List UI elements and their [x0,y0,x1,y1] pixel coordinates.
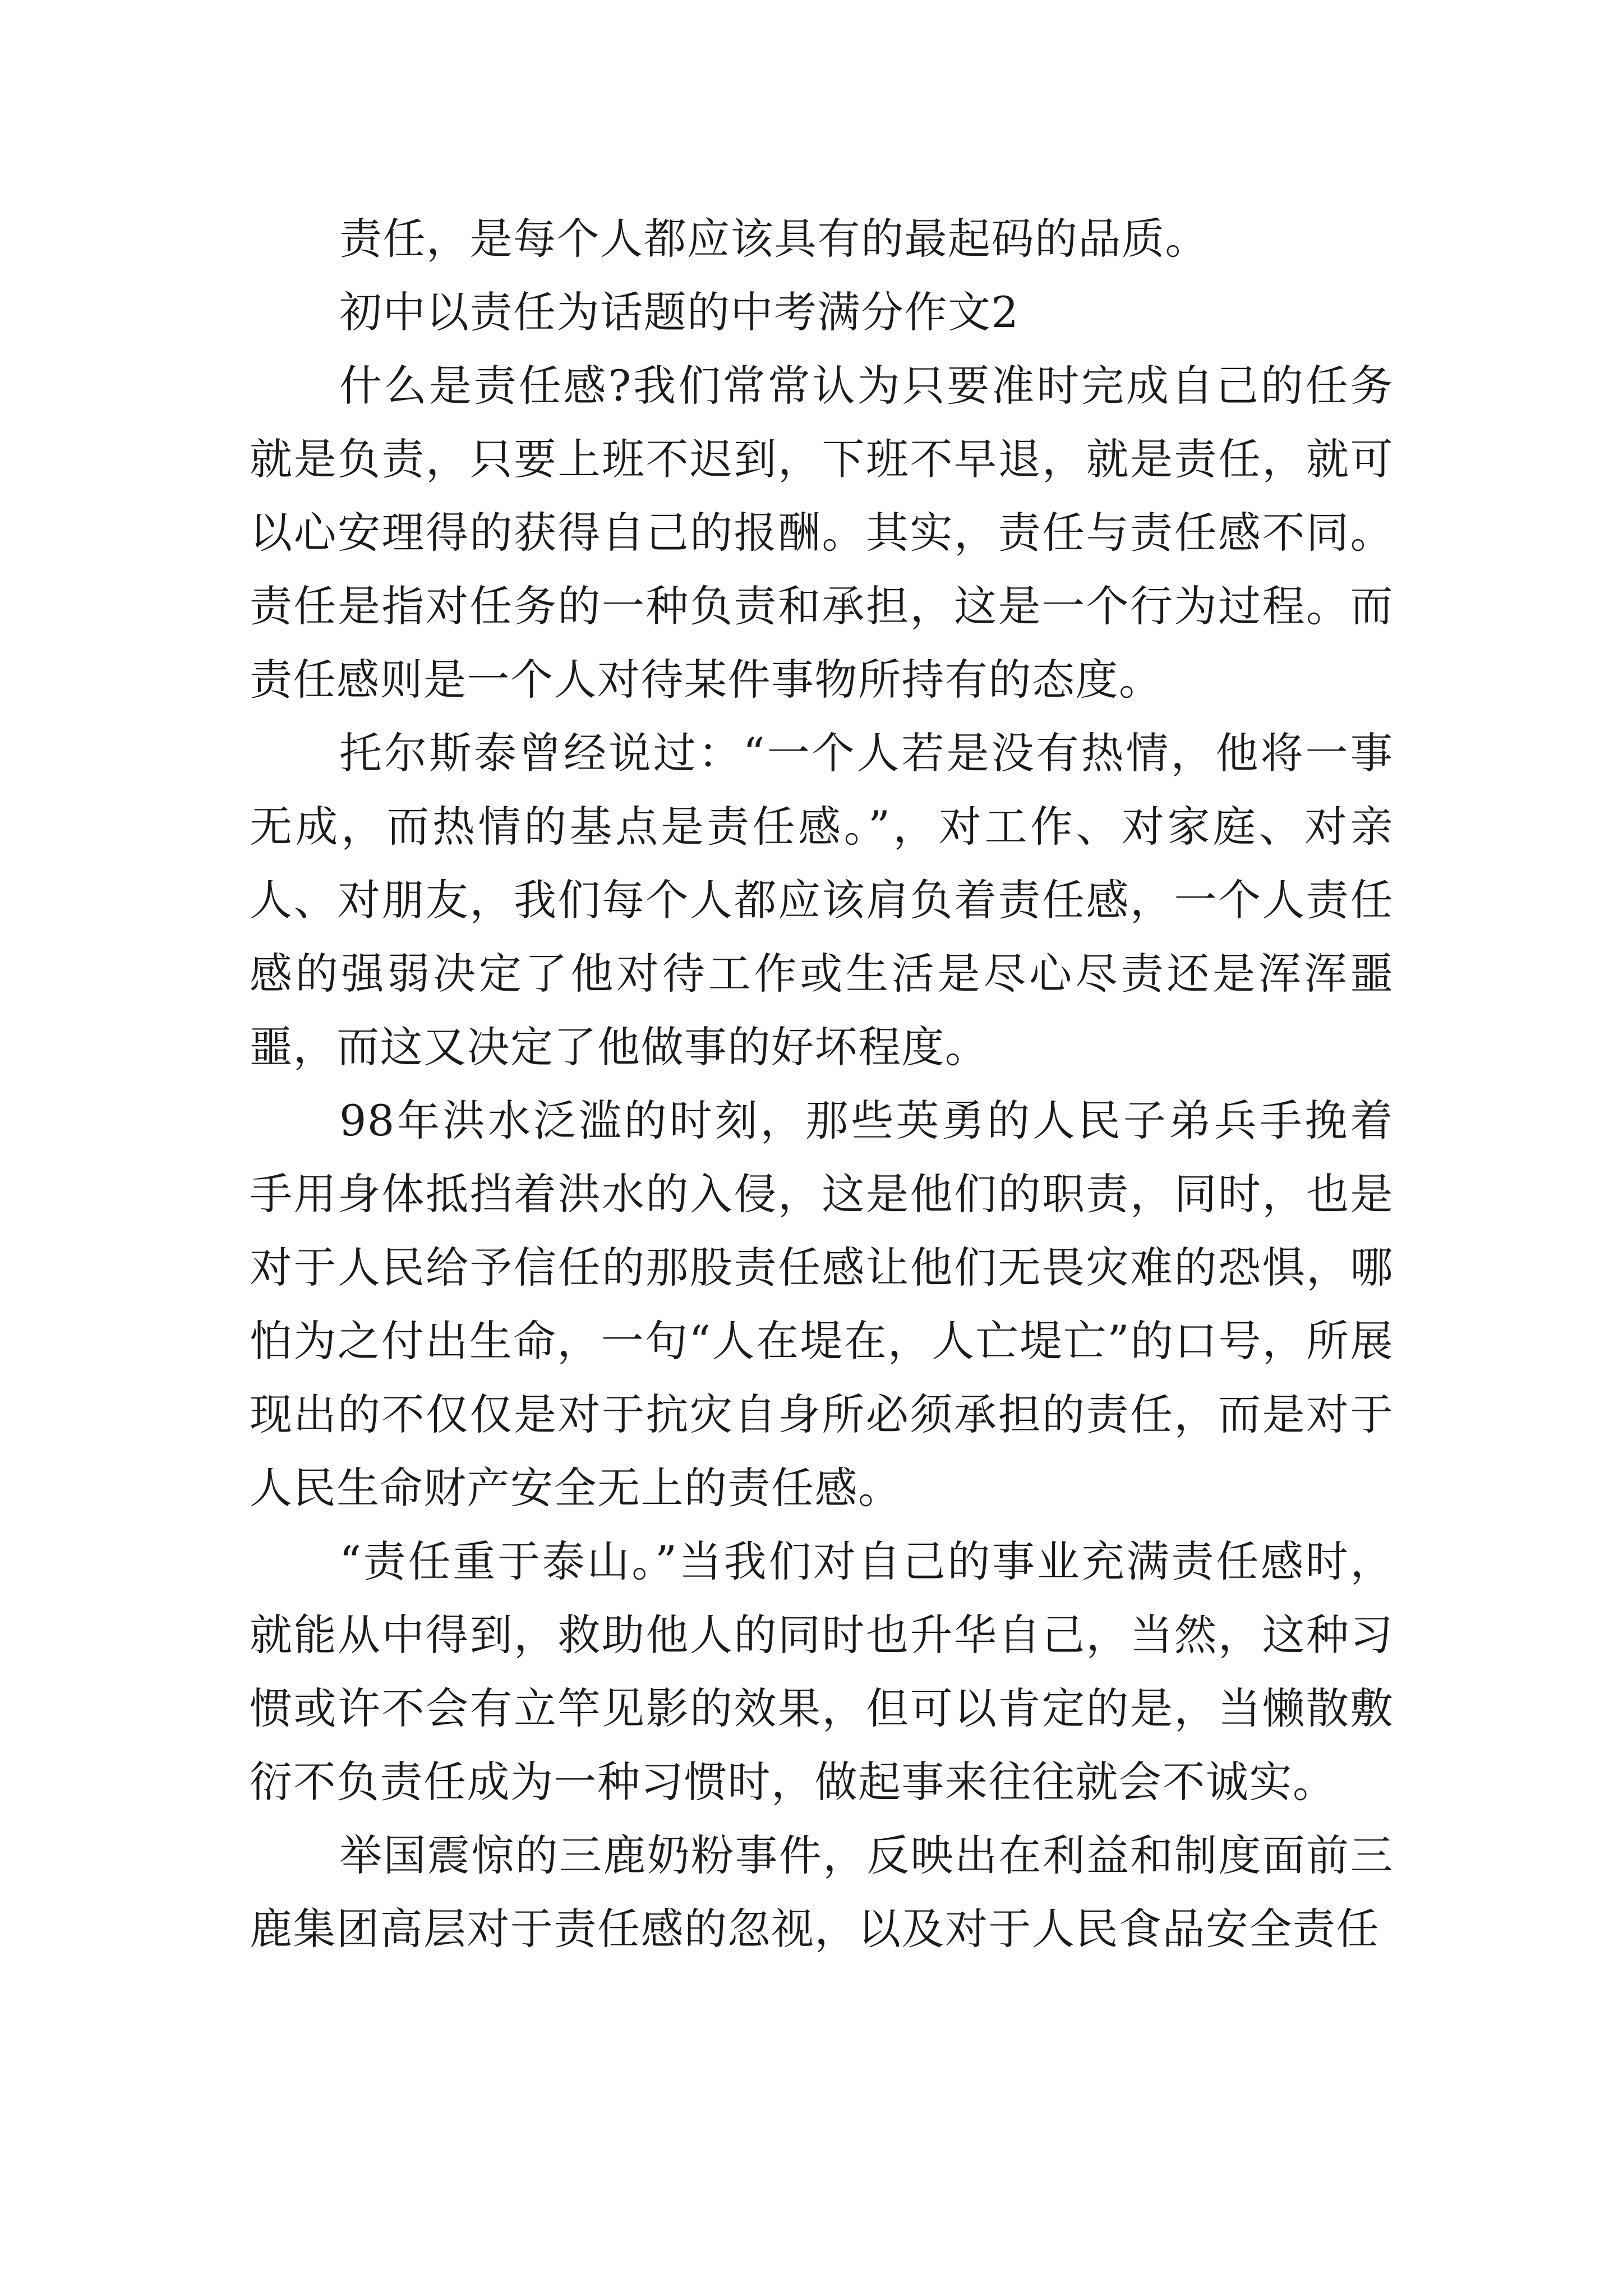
paragraph-flood-1998: 98年洪水泛滥的时刻，那些英勇的人民子弟兵手挽着手用身体抵挡着洪水的入侵，这是他们的职责，同时，也是对于人民给予信任的那股责任感让他们无畏灾难的恐惧，哪怕为之付出生命，一句“人在堤在，人亡堤亡”的口号，所展现出的不仅仅是对于抗灾自身所必须承担的责任，而是对于人民生命财产安全无上的责任感。 [250,1096,1394,1513]
paragraph-taishan: “责任重于泰山。”当我们对自己的事业充满责任感时，就能从中得到，救助他人的同时也升华自己，当然，这种习惯或许不会有立竿见影的效果，但可以肯定的是，当懒散敷衍不负责任成为一种习惯时，做起事来往往就会不诚实。 [250,1536,1394,1807]
paragraph-definition: 什么是责任感?我们常常认为只要准时完成自己的任务就是负责，只要上班不迟到，下班不早退，就是责任，就可以心安理得的获得自己的报酬。其实，责任与责任感不同。责任是指对任务的一种负责和承担，这是一个行为过程。而责任感则是一个人对待某件事物所持有的态度。 [250,361,1394,705]
paragraph-sanlu: 举国震惊的三鹿奶粉事件，反映出在利益和制度面前三鹿集团高层对于责任感的忽视，以及对于人民食品安全责任 [250,1830,1394,1954]
essay-body [250,202,1394,1966]
paragraph-closing-line: 责任，是每个人都应该具有的最起码的品质。 [339,214,1209,264]
essay-heading: 初中以责任为话题的中考满分作文2 [339,287,1020,337]
paragraph-tolstoy-quote: 托尔斯泰曾经说过：“一个人若是没有热情，他将一事无成，而热情的基点是责任感。”，对工作、对家庭、对亲人、对朋友，我们每个人都应该肩负着责任感，一个人责任感的强弱决定了他对待工作或生活是尽心尽责还是浑浑噩噩，而这又决定了他做事的好坏程度。 [250,728,1394,1072]
